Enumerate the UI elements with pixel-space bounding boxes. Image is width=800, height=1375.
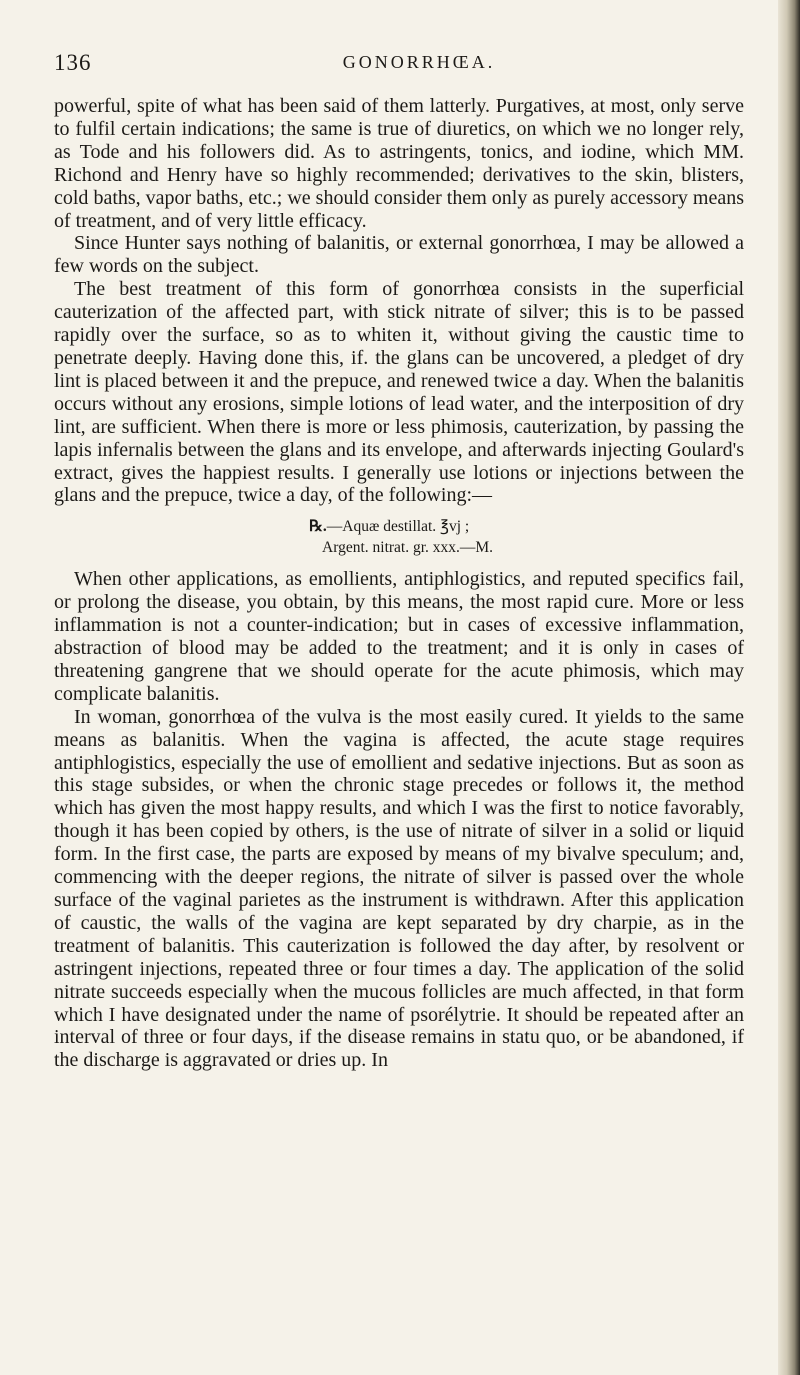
prescription — [54, 516, 744, 558]
prescription-symbol: ℞. — [309, 518, 327, 536]
prescription-ingredient-2: Argent. nitrat. gr. xxx.—M. — [322, 539, 494, 557]
paragraph: In woman, gonorrhœa of the vulva is the most easily cured. It yields to the same means as balanitis. When the vagina is affected, the acute stage requires antiphlogistics, especially the use of emollient and sedative injections. But as soon as this stage subsides, or when the chronic stage precedes or follows it, the method which has given the most happy results, and which I was the first to notice favorably, though it has been copied by others, is the use of nitrate of silver in a solid or liquid form. In the first case, the parts are exposed by means of my bivalve speculum; and, commencing with the deeper regions, the nitrate of silver is passed over the whole surface of the vaginal parietes as the instrument is withdrawn. After this application of caustic, the walls of the vagina are kept separated by dry charpie, as in the treatment of balanitis. This cauterization is followed the day after, by resolvent or astringent injections, repeated three or four times a day. The application of the solid nitrate succeeds especially when the mucous follicles are much affected, in that form which I have designated under the name of psorélytrie. It should be repeated after an interval of three or four days, if the disease remains in statu quo, or be abandoned, if the discharge is aggravated or dries up. In — [54, 705, 744, 1072]
body-text — [54, 95, 744, 1072]
prescription-line-1 — [54, 516, 744, 537]
page-number: 136 — [54, 50, 92, 75]
paragraph: Since Hunter says nothing of balanitis, or external gonorrhœa, I may be allowed a few words on the subject. — [54, 232, 744, 278]
running-head: GONORRHŒA. — [342, 52, 496, 72]
page-binding-edge — [778, 0, 800, 1375]
paragraph: When other applications, as emollients, antiphlogistics, and reputed specifics fail, or prolong the disease, you obtain, by this means, the most rapid cure. More or less inflammation is not a counter-indication; but in cases of excessive inflammation, abstraction of blood may be added to the treatment; and it is only in cases of threatening gangrene that we should operate for the acute phimosis, which may complicate balanitis. — [54, 568, 744, 705]
paragraph: The best treatment of this form of gonorrhœa consists in the superficial cauterization of the affected part, with stick nitrate of silver; this is to be passed rapidly over the surface, so as to whiten it, without giving the caustic time to penetrate deeply. Having done this, if. the glans can be uncovered, a pledget of dry lint is placed between it and the prepuce, and renewed twice a day. When the balanitis occurs without any erosions, simple lotions of lead water, and the interposition of dry lint, are sufficient. When there is more or less phimosis, cauterization, by passing the lapis infernalis between the glans and its envelope, and afterwards injecting Goulard's extract, gives the happiest results. I generally use lotions or injections between the glans and the prepuce, twice a day, of the following:— — [54, 278, 744, 507]
paragraph: powerful, spite of what has been said of them latterly. Purgatives, at most, only serve to fulfil certain indications; the same is true of diuretics, on which we no longer rely, as Tode and his followers did. As to astringents, tonics, and iodine, which MM. Richond and Henry have so highly recommended; derivatives to the skin, blisters, cold baths, vapor baths, etc.; we should consider them only as purely accessory means of treatment, and of very little efficacy. — [54, 95, 744, 232]
prescription-ingredient-1: —Aquæ destillat. ℥vj ; — [326, 518, 470, 536]
page-header — [54, 50, 744, 80]
